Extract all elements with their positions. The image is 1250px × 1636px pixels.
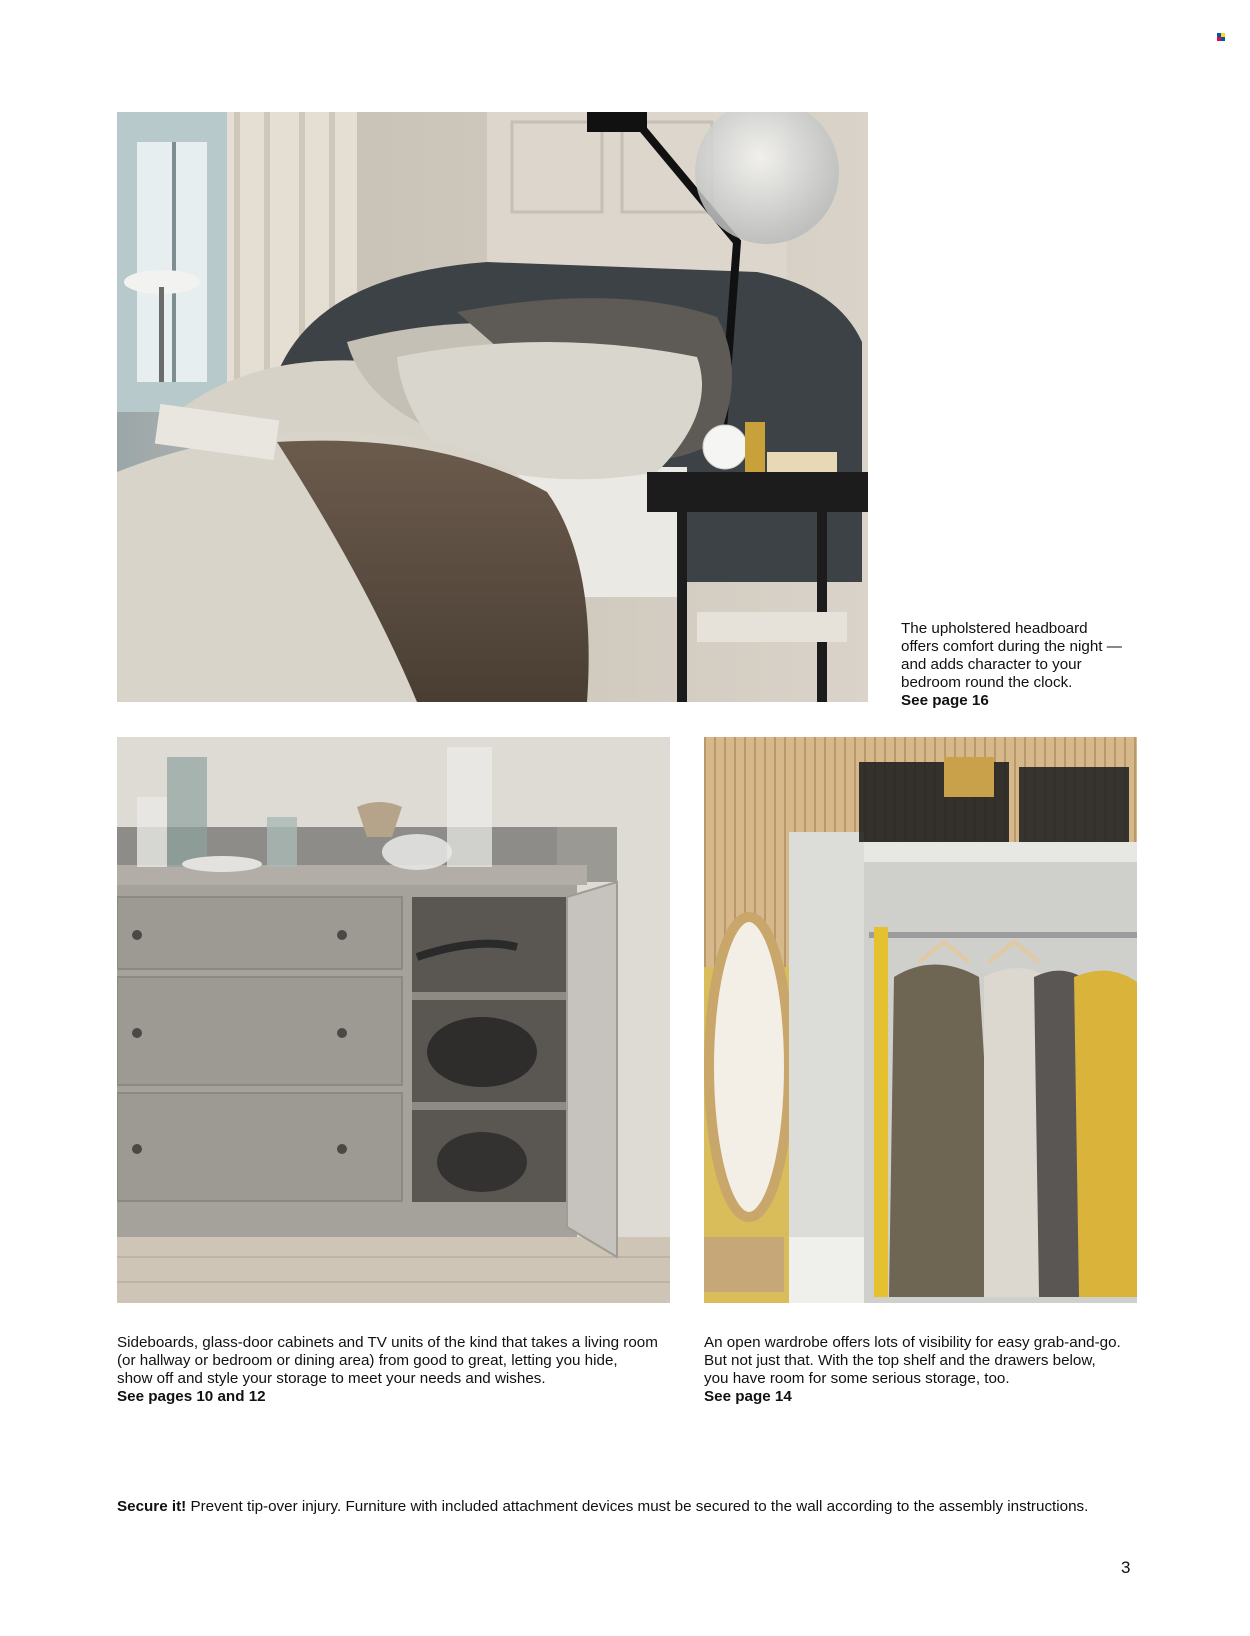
wardrobe-caption bbox=[704, 1334, 1204, 1406]
page-reference-link[interactable]: See page 16 bbox=[901, 692, 989, 709]
bedroom-caption bbox=[901, 620, 1221, 710]
page-number: 3 bbox=[1121, 1558, 1131, 1577]
page-reference-link[interactable]: See pages 10 and 12 bbox=[117, 1388, 266, 1405]
caption-line: (or hallway or bedroom or dining area) from good to great, letting you hide, bbox=[117, 1352, 618, 1369]
page-reference-link[interactable]: See page 14 bbox=[704, 1388, 792, 1405]
wardrobe-photo bbox=[704, 737, 1137, 1303]
caption-line: you have room for some serious storage, too. bbox=[704, 1370, 1010, 1387]
safety-notice bbox=[117, 1498, 1088, 1515]
caption-line: But not just that. With the top shelf and the drawers below, bbox=[704, 1352, 1096, 1369]
caption-line: An open wardrobe offers lots of visibility for easy grab-and-go. bbox=[704, 1334, 1121, 1351]
caption-line: bedroom round the clock. bbox=[901, 674, 1073, 691]
caption-line: Sideboards, glass-door cabinets and TV units of the kind that takes a living room bbox=[117, 1334, 658, 1351]
safety-notice-lead: Secure it! bbox=[117, 1498, 187, 1515]
caption-line: and adds character to your bbox=[901, 656, 1082, 673]
sideboard-caption bbox=[117, 1334, 697, 1406]
brand-mark-icon bbox=[1217, 33, 1225, 41]
bedroom-photo bbox=[117, 112, 868, 702]
caption-line: offers comfort during the night — bbox=[901, 638, 1122, 655]
sideboard-photo bbox=[117, 737, 670, 1303]
caption-line: show off and style your storage to meet your needs and wishes. bbox=[117, 1370, 546, 1387]
safety-notice-text: Prevent tip-over injury. Furniture with included attachment devices must be secured to the wall according to the assembly instructions. bbox=[186, 1498, 1089, 1515]
caption-line: The upholstered headboard bbox=[901, 620, 1088, 637]
